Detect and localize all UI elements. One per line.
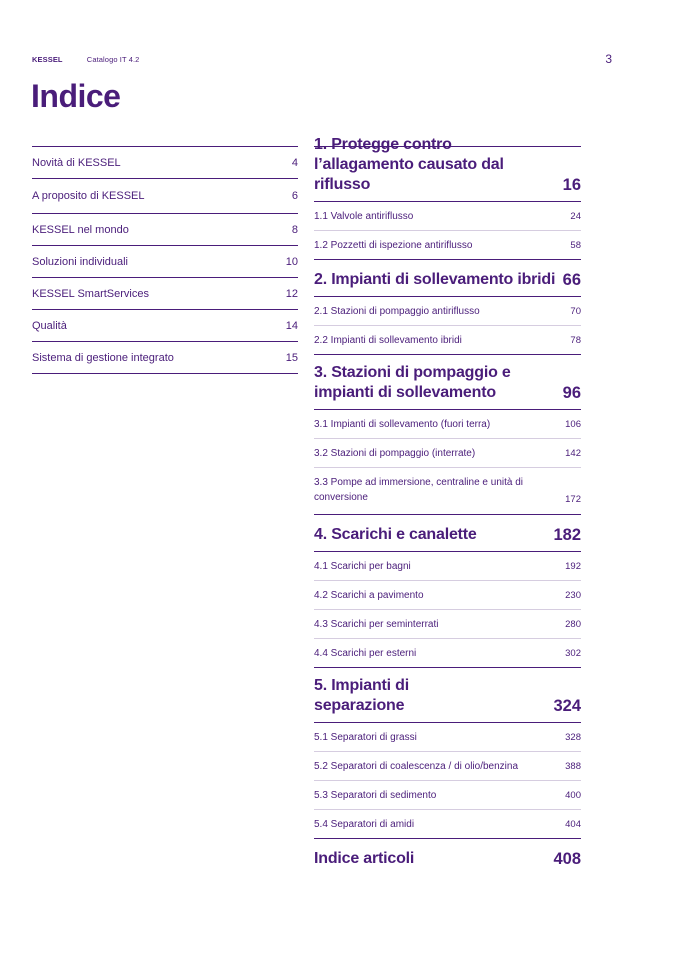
toc-entry-page: 10 [285, 255, 298, 268]
toc-entry-page: 24 [570, 210, 581, 222]
toc-entry-4-1[interactable] [314, 552, 581, 581]
toc-entry-label: 4.2 Scarichi a pavimento [314, 589, 424, 601]
page-title: Indice [31, 78, 121, 114]
toc-entry-1-1[interactable] [314, 202, 581, 231]
toc-entry-page: 8 [291, 223, 298, 236]
brand-name: KESSEL [32, 55, 63, 64]
toc-entry-page: 12 [285, 287, 298, 300]
toc-entry-sistema-gestione[interactable] [32, 342, 298, 374]
toc-entry-label: 4.4 Scarichi per esterni [314, 647, 417, 659]
toc-entry-page: 230 [565, 589, 581, 601]
toc-entry-2-2[interactable] [314, 326, 581, 355]
toc-entry-5-1[interactable] [314, 723, 581, 752]
toc-entry-label: 4.3 Scarichi per seminterrati [314, 618, 439, 630]
chapter-page: 324 [553, 697, 581, 715]
toc-entry-label: A proposito di KESSEL [32, 190, 145, 202]
toc-entry-page: 172 [565, 494, 581, 505]
toc-entry-page: 70 [570, 305, 581, 317]
toc-entry-label: 5.2 Separatori di coalescenza / di olio/benzina [314, 760, 519, 772]
chapter-heading-4[interactable] [314, 515, 581, 552]
toc-entry-4-4[interactable] [314, 639, 581, 668]
toc-entry-3-2[interactable] [314, 439, 581, 468]
chapter-page: 16 [562, 176, 581, 194]
toc-entry-page: 400 [565, 789, 581, 801]
toc-entry-5-4[interactable] [314, 810, 581, 839]
toc-entry-4-3[interactable] [314, 610, 581, 639]
article-index-entry[interactable] [314, 839, 581, 877]
toc-entry-label: 5.3 Separatori di sedimento [314, 789, 437, 801]
chapter-title: 4. Scarichi e canalette [314, 526, 477, 543]
chapter-title: 2. Impianti di sollevamento ibridi [314, 271, 556, 288]
chapter-page: 182 [553, 526, 581, 544]
toc-entry-label: 3.2 Stazioni di pompaggio (interrate) [314, 447, 476, 459]
chapter-title: 5. Impianti di separazione [314, 677, 409, 714]
toc-entry-qualita[interactable] [32, 310, 298, 342]
toc-entry-3-3[interactable] [314, 468, 581, 515]
toc-entry-label: Novità di KESSEL [32, 156, 121, 169]
toc-entry-label: 2.1 Stazioni di pompaggio antiriflusso [314, 305, 480, 317]
toc-entry-page: 14 [285, 319, 298, 332]
toc-entry-page: 58 [570, 239, 581, 251]
catalog-label: Catalogo IT 4.2 [86, 55, 140, 64]
chapter-page: 96 [562, 384, 581, 402]
toc-entry-label: 4.1 Scarichi per bagni [314, 560, 411, 572]
chapter-title: 3. Stazioni di pompaggio e impianti di sollevamento [314, 364, 511, 401]
toc-entry-label: KESSEL nel mondo [32, 223, 129, 236]
toc-entry-label: 2.2 Impianti di sollevamento ibridi [314, 334, 462, 346]
toc-entry-page: 280 [565, 618, 581, 630]
chapter-page: 66 [562, 271, 581, 289]
chapter-title: 1. Protegge contro l’allagamento causato dal riflusso [314, 136, 504, 193]
toc-entry-5-2[interactable] [314, 752, 581, 781]
toc-entry-label: 5.4 Separatori di amidi [314, 818, 415, 830]
toc-entry-page: 6 [291, 190, 298, 202]
toc-entry-novita[interactable] [32, 147, 298, 179]
toc-entry-soluzioni[interactable] [32, 246, 298, 278]
toc-entry-2-1[interactable] [314, 297, 581, 326]
chapter-heading-3[interactable] [314, 355, 581, 410]
toc-entry-page: 106 [565, 418, 581, 430]
page-header [32, 55, 139, 64]
intro-list [32, 146, 298, 374]
toc-entry-label: 1.1 Valvole antiriflusso [314, 210, 414, 222]
article-index-label: Indice articoli [314, 850, 415, 867]
toc-entry-label: KESSEL SmartServices [32, 287, 149, 300]
chapter-heading-1[interactable] [314, 136, 581, 202]
toc-entry-1-2[interactable] [314, 231, 581, 260]
toc-entry-page: 404 [565, 818, 581, 830]
toc-entry-nel-mondo[interactable] [32, 214, 298, 246]
toc-entry-4-2[interactable] [314, 581, 581, 610]
toc-entry-label: 1.2 Pozzetti di ispezione antiriflusso [314, 239, 473, 251]
toc-entry-smartservices[interactable] [32, 278, 298, 310]
article-index-page: 408 [553, 850, 581, 868]
chapter-heading-5[interactable] [314, 668, 581, 723]
toc-entry-label: Soluzioni individuali [32, 255, 129, 268]
toc-entry-page: 78 [570, 334, 581, 346]
toc-entry-page: 192 [565, 560, 581, 572]
toc-entry-label: 5.1 Separatori di grassi [314, 731, 417, 743]
chapter-heading-2[interactable] [314, 260, 581, 297]
toc-entry-a-proposito[interactable] [32, 179, 298, 214]
toc-entry-page: 15 [285, 351, 298, 364]
page-number: 3 [605, 52, 612, 66]
toc-entry-page: 4 [291, 156, 298, 169]
toc-entry-page: 328 [565, 731, 581, 743]
toc-entry-page: 142 [565, 447, 581, 459]
toc-entry-label: Sistema di gestione integrato [32, 351, 174, 364]
toc-entry-5-3[interactable] [314, 781, 581, 810]
toc-entry-label: 3.1 Impianti di sollevamento (fuori terra) [314, 418, 491, 430]
toc-entry-3-1[interactable] [314, 410, 581, 439]
toc-entry-page: 388 [565, 760, 581, 772]
chapter-list [314, 136, 581, 877]
toc-entry-label: Qualità [32, 319, 67, 332]
toc-entry-label: 3.3 Pompe ad immersione, centraline e unità di conversione [314, 477, 524, 503]
toc-entry-page: 302 [565, 647, 581, 659]
